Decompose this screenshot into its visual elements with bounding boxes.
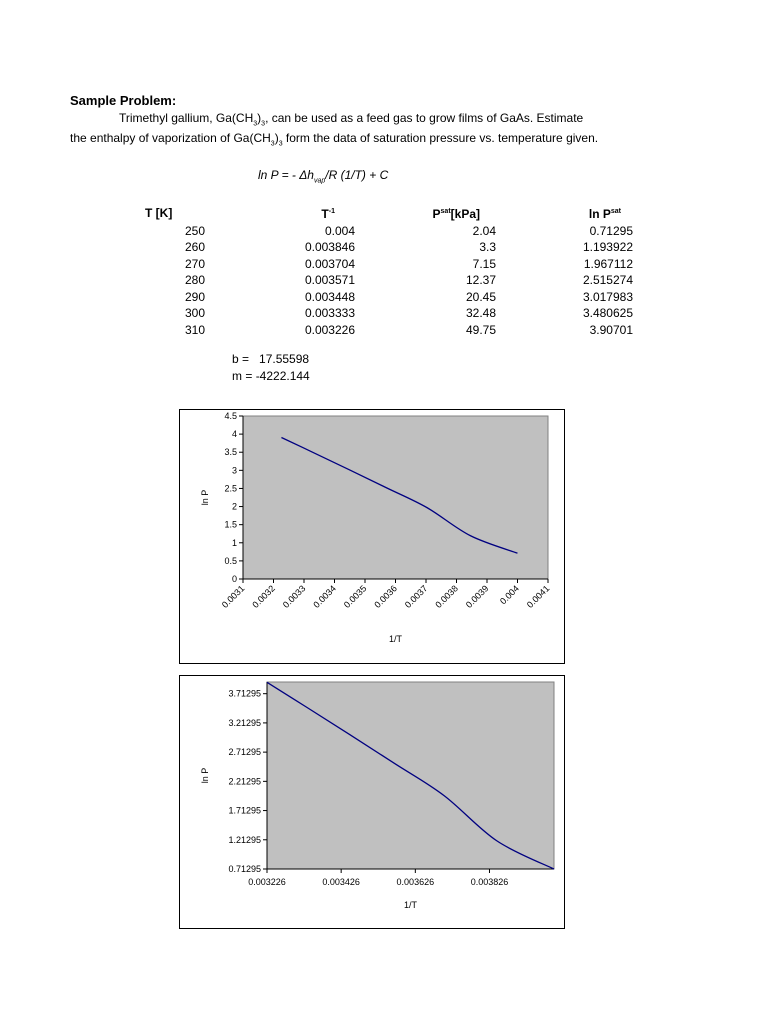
intro-line-1: Trimethyl gallium, $Ga(CH_3)_3$, can be used as a feed gas to grow films of GaAs. Estimate: [119, 111, 584, 128]
table-row: [130, 305, 633, 322]
cell-lnpsat: 1.967112: [583, 256, 633, 271]
y-tick-label: 3.5: [224, 447, 237, 458]
x-tick-label: 0.003626: [396, 877, 435, 887]
table-row: [130, 256, 633, 273]
cell-temperature: 270: [184, 256, 205, 271]
cell-psat: 3.3: [479, 240, 496, 254]
cell-temperature: 260: [184, 240, 205, 254]
y-tick-label: 2: [231, 501, 237, 512]
cell-temperature: 250: [184, 223, 205, 238]
x-tick-label: 0.003426: [322, 877, 360, 887]
y-tick-label: 1.5: [224, 519, 237, 530]
cell-psat: 32.48: [465, 306, 496, 320]
cell-lnpsat: 3.90701: [589, 322, 633, 337]
cell-psat: 49.75: [465, 322, 496, 337]
chart-2-svg: [180, 676, 564, 928]
table-row: [130, 223, 633, 240]
y-tick-label: 2.21295: [228, 776, 261, 787]
y-axis-label: ln P: [200, 767, 210, 784]
x-tick-label: 0.003226: [248, 877, 286, 887]
x-tick-label: 0.0036: [372, 583, 399, 610]
problem-heading: Sample Problem:: [70, 93, 177, 108]
cell-lnpsat: 3.480625: [582, 306, 633, 320]
col-header-psat: $P^{sat}[kPa]$: [432, 207, 480, 221]
fit-intercept: b = 17.55598: [232, 352, 310, 366]
cell-lnpsat: 3.017983: [582, 289, 633, 304]
x-axis-label: 1/T: [403, 900, 418, 910]
y-tick-label: 0: [231, 574, 237, 584]
y-tick-label: 3.21295: [228, 717, 261, 728]
cell-inverse-t: 0.003333: [304, 306, 355, 320]
data-table: [130, 204, 633, 338]
y-tick-label: 2.71295: [228, 747, 261, 758]
cell-temperature: 280: [184, 273, 205, 287]
y-tick-label: 3.71295: [228, 688, 261, 699]
table-row: [130, 322, 633, 339]
x-tick-label: 0.0039: [463, 583, 491, 610]
table-row: [130, 272, 633, 289]
table-body: [130, 223, 633, 339]
y-tick-label: 1.71295: [228, 805, 261, 816]
col-header-temperature: T [K]: [145, 206, 173, 220]
table-row: [130, 289, 633, 306]
col-header-inverse-t: $T^{-1}$: [321, 207, 335, 221]
cell-inverse-t: 0.003846: [304, 240, 355, 254]
chart-2: [179, 675, 565, 929]
cell-inverse-t: 0.003571: [304, 273, 355, 287]
x-tick-label: 0.003826: [470, 877, 509, 887]
x-tick-label: 0.0031: [219, 583, 247, 610]
cell-lnpsat: 1.193922: [582, 240, 633, 254]
table-row: [130, 239, 633, 256]
cell-inverse-t: 0.004: [324, 223, 355, 238]
y-tick-label: 1.21295: [228, 834, 261, 845]
clausius-clapeyron-equation: ln P = - $\Delta h_{vap}/R$ (1/T) + C: [258, 168, 389, 185]
cell-lnpsat: 0.71295: [589, 223, 633, 238]
col-header-lnpsat: $\ln P^{sat}$: [588, 207, 621, 221]
x-tick-label: 0.0038: [433, 583, 460, 610]
x-tick-label: 0.0033: [280, 583, 308, 610]
cell-psat: 12.37: [465, 273, 496, 287]
y-tick-label: 3: [231, 465, 237, 476]
x-tick-label: 0.0034: [311, 583, 338, 610]
x-tick-label: 0.0035: [341, 583, 369, 610]
cell-psat: 7.15: [472, 256, 496, 271]
y-tick-label: 4.5: [224, 411, 237, 421]
y-tick-label: 4: [231, 429, 237, 440]
intro-line-2: the enthalpy of vaporization of $Ga(CH_3)_3$ form the data of saturation pressure vs. temperature given.: [70, 131, 599, 148]
y-tick-label: 2.5: [224, 483, 237, 494]
y-tick-label: 0.5: [224, 555, 237, 566]
cell-temperature: 310: [184, 322, 205, 337]
chart-1: [179, 409, 565, 664]
y-tick-label: 1: [231, 537, 237, 548]
cell-lnpsat: 2.515274: [582, 273, 633, 287]
cell-psat: 2.04: [472, 223, 496, 238]
chart-1-svg: [180, 410, 564, 663]
y-tick-label: 0.71295: [228, 864, 261, 874]
y-axis-label: ln P: [200, 489, 210, 506]
x-tick-label: 0.0032: [250, 583, 277, 610]
x-tick-label: 0.0041: [524, 583, 552, 610]
fit-slope: m = -4222.144: [232, 369, 310, 383]
x-axis-label: 1/T: [388, 634, 403, 644]
cell-psat: 20.45: [465, 289, 496, 304]
cell-inverse-t: 0.003704: [304, 256, 355, 271]
x-tick-label: 0.0037: [402, 583, 430, 610]
cell-temperature: 290: [184, 289, 205, 304]
cell-inverse-t: 0.003448: [304, 289, 355, 304]
x-tick-label: 0.004: [497, 583, 521, 607]
cell-inverse-t: 0.003226: [304, 322, 355, 337]
cell-temperature: 300: [184, 306, 205, 320]
table-header-row: [130, 204, 633, 223]
